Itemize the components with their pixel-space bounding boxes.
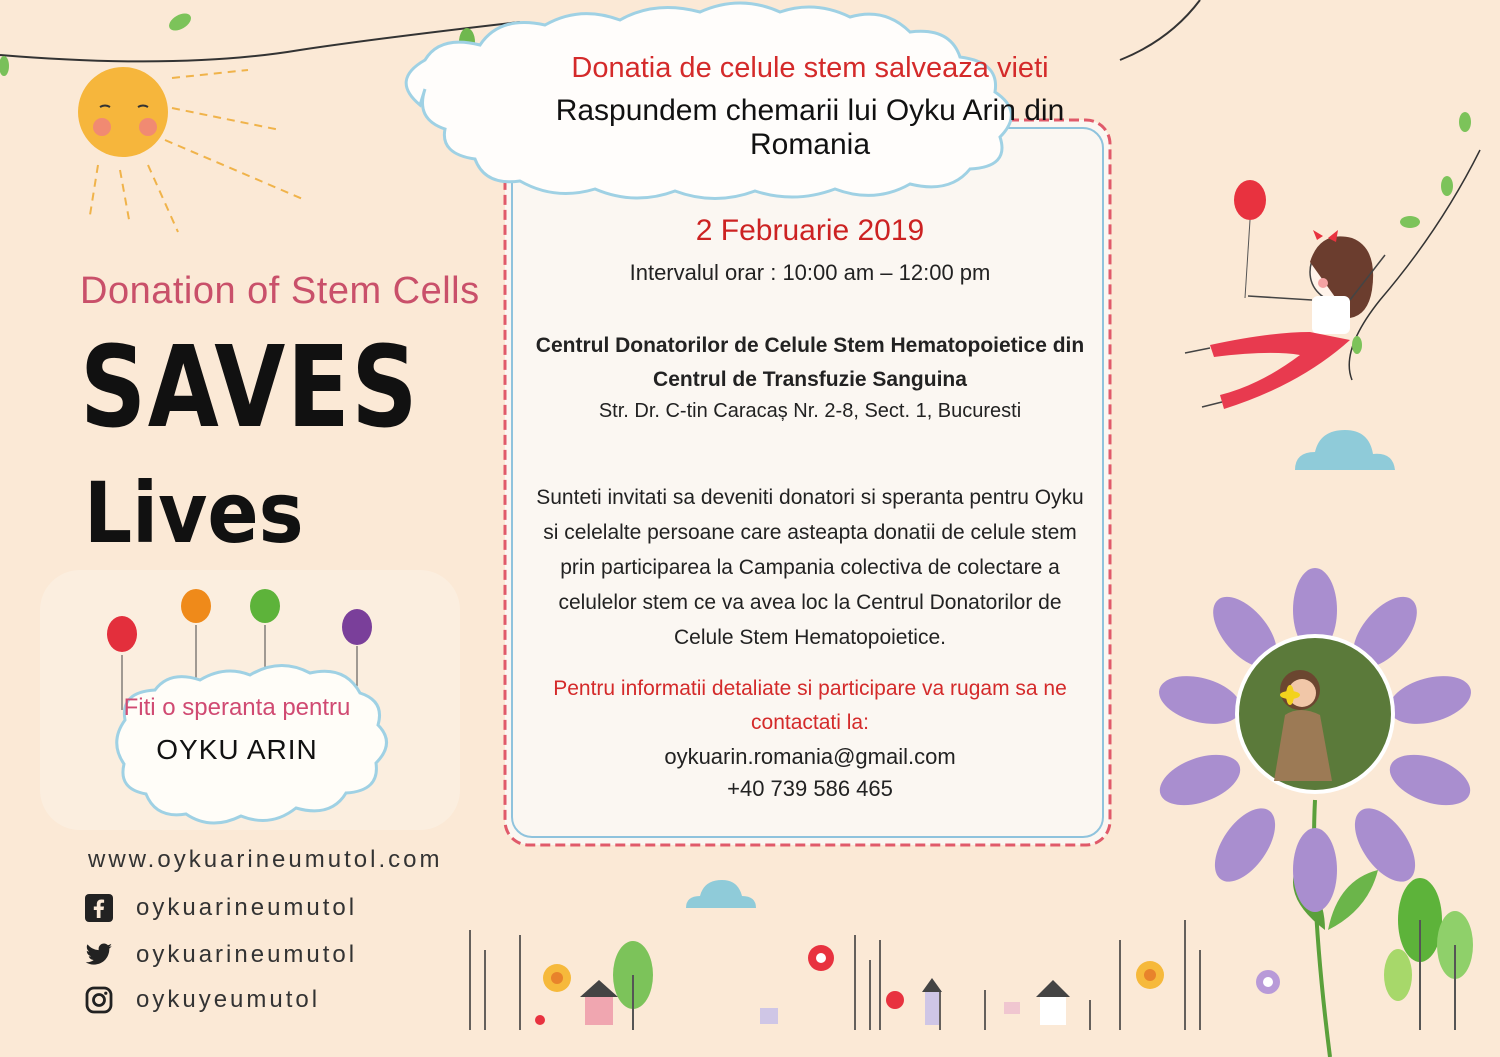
leaf xyxy=(0,56,9,76)
instagram-link[interactable] xyxy=(84,982,320,1018)
leaf xyxy=(1400,216,1420,228)
facebook-link[interactable] xyxy=(84,890,357,926)
garden xyxy=(470,920,1200,1030)
header-subtitle: Raspundem chemarii lui Oyku Arin din Romania xyxy=(555,94,1065,161)
leaf xyxy=(166,10,194,34)
contact-phone[interactable]: +40 739 586 465 xyxy=(727,776,893,801)
donation-heading: Donation of Stem Cells xyxy=(80,270,480,312)
instagram-icon xyxy=(84,985,114,1015)
twitter-link[interactable] xyxy=(84,937,357,973)
website-link[interactable]: www.oykuarineumutol.com xyxy=(88,846,443,873)
leaf xyxy=(1441,176,1453,196)
cloud-small-bottom xyxy=(686,880,756,908)
girl-with-balloon xyxy=(1185,180,1385,409)
center-name-line1: Centrul Donatorilor de Celule Stem Hematopoietice din xyxy=(535,334,1085,357)
leaf xyxy=(1352,336,1362,354)
contact-info-text: Pentru informatii detaliate si participare va rugam sa ne contactati la: xyxy=(553,677,1067,734)
facebook-icon xyxy=(84,893,114,923)
child-name: OYKU ARIN xyxy=(156,734,318,765)
leaf xyxy=(1459,112,1471,132)
event-date: 2 Februarie 2019 xyxy=(695,214,925,247)
twitter-handle: oykuarineumutol xyxy=(136,941,358,968)
lives-heading: Lives xyxy=(84,464,304,562)
contact-email[interactable]: oykuarin.romania@gmail.com xyxy=(664,744,956,769)
purple-flower xyxy=(1153,568,1477,1057)
saves-heading: SAVES xyxy=(80,323,420,453)
invitation-text: Sunteti invitati sa deveniti donatori si speranta pentru Oyku si celelalte persoane care asteapta donatii de celule stem prin participarea la Campania colectiva de colectare a celulelor stem ce va avea loc la Centrul Donatorilor de Celule Stem Hematopoietice. xyxy=(536,486,1084,649)
center-name-line2: Centrul de Transfuzie Sanguina xyxy=(653,368,967,391)
twitter-icon xyxy=(84,940,114,970)
instagram-handle: oykuyeumutol xyxy=(136,986,321,1013)
center-address: Str. Dr. C-tin Caracaș Nr. 2-8, Sect. 1, Bucuresti xyxy=(598,400,1022,422)
event-hours: Intervalul orar : 10:00 am – 12:00 pm xyxy=(629,260,991,285)
vine-branch-right xyxy=(1120,0,1200,60)
sun xyxy=(78,67,305,232)
hope-line: Fiti o speranta pentru xyxy=(123,694,351,721)
header-title: Donatia de celule stem salveaza vieti xyxy=(571,52,1049,84)
facebook-handle: oykuarineumutol xyxy=(136,894,358,921)
garden-flowers xyxy=(535,878,1473,1030)
cloud-small-right xyxy=(1295,430,1395,470)
